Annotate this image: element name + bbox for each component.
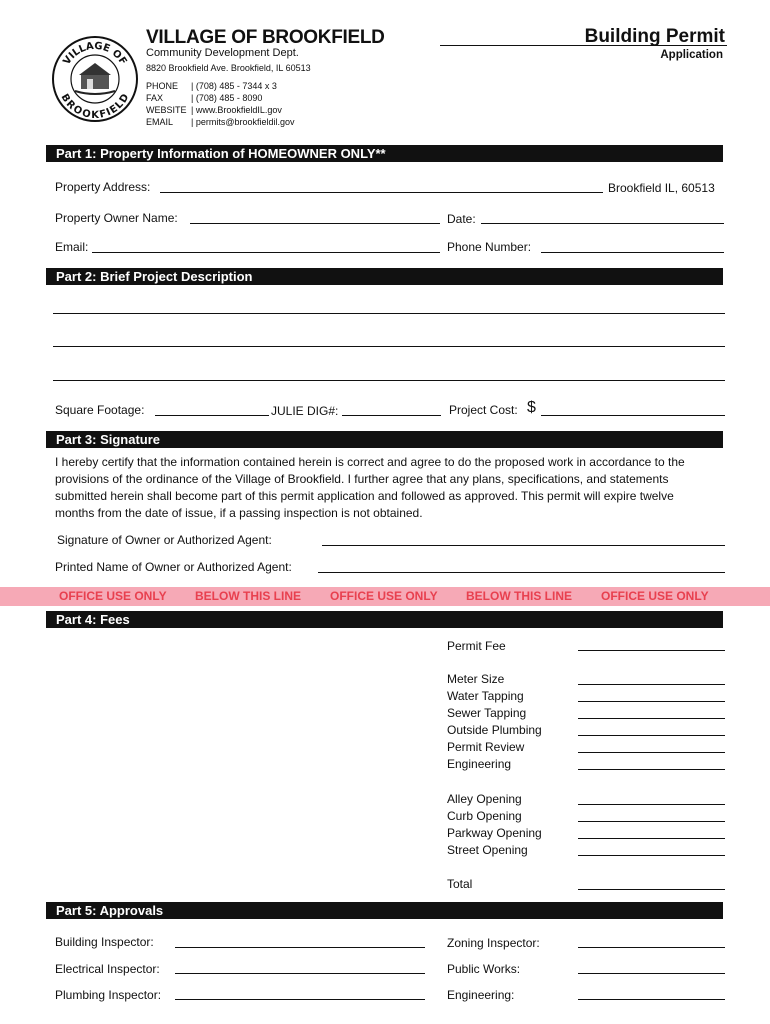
- project-cost-field[interactable]: [541, 415, 725, 416]
- date-field[interactable]: [481, 223, 724, 224]
- part2-heading: Part 2: Brief Project Description: [46, 268, 723, 285]
- public-works-label: Public Works:: [447, 962, 521, 976]
- city-text: Brookfield IL, 60513: [608, 181, 715, 195]
- fee-field-outside-plumbing[interactable]: [578, 735, 725, 736]
- fee-field-permit-fee[interactable]: [578, 650, 725, 651]
- contact-value: | www.BrookfieldIL.gov: [191, 105, 282, 115]
- contact-row-website: [146, 104, 282, 116]
- seal-text-top: VILLAGE OF: [61, 40, 129, 67]
- certification-text: I hereby certify that the information contained herein is correct and agree to do the proposed work in accordance to the provisions of the ordinance of the Village of Brookfield. I further agree that any plans, specifications, and statements submitted herein shall become part of this permit application and followed as approved. This permit will expire twelve months from the date of issue, if a passing inspection is not obtained.: [55, 455, 685, 520]
- julie-label: JULIE DIG#:: [271, 404, 339, 418]
- property-address-field[interactable]: [160, 192, 603, 193]
- fee-field-alley-opening[interactable]: [578, 804, 725, 805]
- contact-row-phone: [146, 80, 277, 92]
- email-label: Email:: [55, 240, 89, 254]
- fee-label-meter-size: Meter Size: [447, 672, 505, 686]
- julie-field[interactable]: [342, 415, 441, 416]
- electrical-inspector-label: Electrical Inspector:: [55, 962, 160, 976]
- contact-key: PHONE: [146, 81, 179, 91]
- engineering-approval-field[interactable]: [578, 999, 725, 1000]
- fee-label-street-opening: Street Opening: [447, 843, 528, 857]
- engineering-approval-label: Engineering:: [447, 988, 515, 1002]
- printed-name-field[interactable]: [318, 572, 725, 573]
- fee-label-engineering: Engineering: [447, 757, 512, 771]
- property-address-label: Property Address:: [55, 180, 151, 194]
- village-seal: [51, 35, 139, 123]
- contact-key: WEBSITE: [146, 105, 187, 115]
- fee-field-engineering[interactable]: [578, 769, 725, 770]
- title-rule: [440, 45, 727, 46]
- contact-value: | (708) 485 - 7344 x 3: [191, 81, 277, 91]
- part4-heading: Part 4: Fees: [46, 611, 723, 628]
- seal-text-bottom: BROOKFIELD: [58, 92, 132, 122]
- zoning-inspector-label: Zoning Inspector:: [447, 936, 540, 950]
- fee-label-total: Total: [447, 877, 473, 891]
- org-name: VILLAGE OF BROOKFIELD: [146, 27, 385, 48]
- fee-label-alley-opening: Alley Opening: [447, 792, 522, 806]
- fee-label-permit-fee: Permit Fee: [447, 639, 506, 653]
- signature-field[interactable]: [322, 545, 725, 546]
- org-address: 8820 Brookfield Ave. Brookfield, IL 60513: [146, 63, 311, 73]
- office-use-label: OFFICE USE ONLY: [59, 589, 167, 603]
- form-title: Building Permit: [584, 26, 725, 47]
- owner-name-field[interactable]: [190, 223, 440, 224]
- fee-label-curb-opening: Curb Opening: [447, 809, 522, 823]
- description-line-3[interactable]: [53, 380, 725, 381]
- electrical-inspector-field[interactable]: [175, 973, 425, 974]
- fee-field-street-opening[interactable]: [578, 855, 725, 856]
- date-label: Date:: [447, 212, 476, 226]
- fee-field-sewer-tapping[interactable]: [578, 718, 725, 719]
- contact-value: | permits@brookfieldil.gov: [191, 117, 295, 127]
- building-inspector-label: Building Inspector:: [55, 935, 154, 949]
- part5-heading: Part 5: Approvals: [46, 902, 723, 919]
- public-works-field[interactable]: [578, 973, 725, 974]
- description-line-2[interactable]: [53, 346, 725, 347]
- dept-name: Community Development Dept.: [146, 47, 299, 59]
- fee-field-meter-size[interactable]: [578, 684, 725, 685]
- zoning-inspector-field[interactable]: [578, 947, 725, 948]
- plumbing-inspector-field[interactable]: [175, 999, 425, 1000]
- fee-label-parkway-opening: Parkway Opening: [447, 826, 542, 840]
- office-use-label: BELOW THIS LINE: [466, 589, 572, 603]
- fee-label-outside-plumbing: Outside Plumbing: [447, 723, 542, 737]
- contact-key: FAX: [146, 93, 164, 103]
- phone-label: Phone Number:: [447, 240, 532, 254]
- part1-heading: Part 1: Property Information of HOMEOWNER ONLY**: [46, 145, 723, 162]
- project-cost-label: Project Cost:: [449, 403, 518, 417]
- fee-field-curb-opening[interactable]: [578, 821, 725, 822]
- contact-row-fax: [146, 92, 262, 104]
- svg-text:BROOKFIELD: [58, 92, 132, 121]
- office-use-label: OFFICE USE ONLY: [601, 589, 709, 603]
- fee-field-parkway-opening[interactable]: [578, 838, 725, 839]
- phone-field[interactable]: [541, 252, 724, 253]
- square-footage-field[interactable]: [155, 415, 269, 416]
- fee-field-permit-review[interactable]: [578, 752, 725, 753]
- fee-label-sewer-tapping: Sewer Tapping: [447, 706, 527, 720]
- contact-key: EMAIL: [146, 117, 174, 127]
- building-inspector-field[interactable]: [175, 947, 425, 948]
- description-line-1[interactable]: [53, 313, 725, 314]
- contact-value: | (708) 485 - 8090: [191, 93, 263, 103]
- fee-field-water-tapping[interactable]: [578, 701, 725, 702]
- seal-emblem: [75, 63, 115, 94]
- office-use-label: BELOW THIS LINE: [195, 589, 301, 603]
- owner-name-label: Property Owner Name:: [55, 211, 178, 225]
- plumbing-inspector-label: Plumbing Inspector:: [55, 988, 162, 1002]
- fee-label-water-tapping: Water Tapping: [447, 689, 524, 703]
- office-use-label: OFFICE USE ONLY: [330, 589, 438, 603]
- part3-heading: Part 3: Signature: [46, 431, 723, 448]
- square-footage-label: Square Footage:: [55, 403, 145, 417]
- fee-field-total[interactable]: [578, 889, 725, 890]
- email-field[interactable]: [92, 252, 440, 253]
- contact-row-email: [146, 116, 295, 128]
- signature-label: Signature of Owner or Authorized Agent:: [57, 533, 272, 547]
- form-subtitle: Application: [660, 49, 723, 61]
- fee-label-permit-review: Permit Review: [447, 740, 525, 754]
- dollar-sign: $: [527, 399, 536, 416]
- printed-name-label: Printed Name of Owner or Authorized Agent:: [55, 560, 292, 574]
